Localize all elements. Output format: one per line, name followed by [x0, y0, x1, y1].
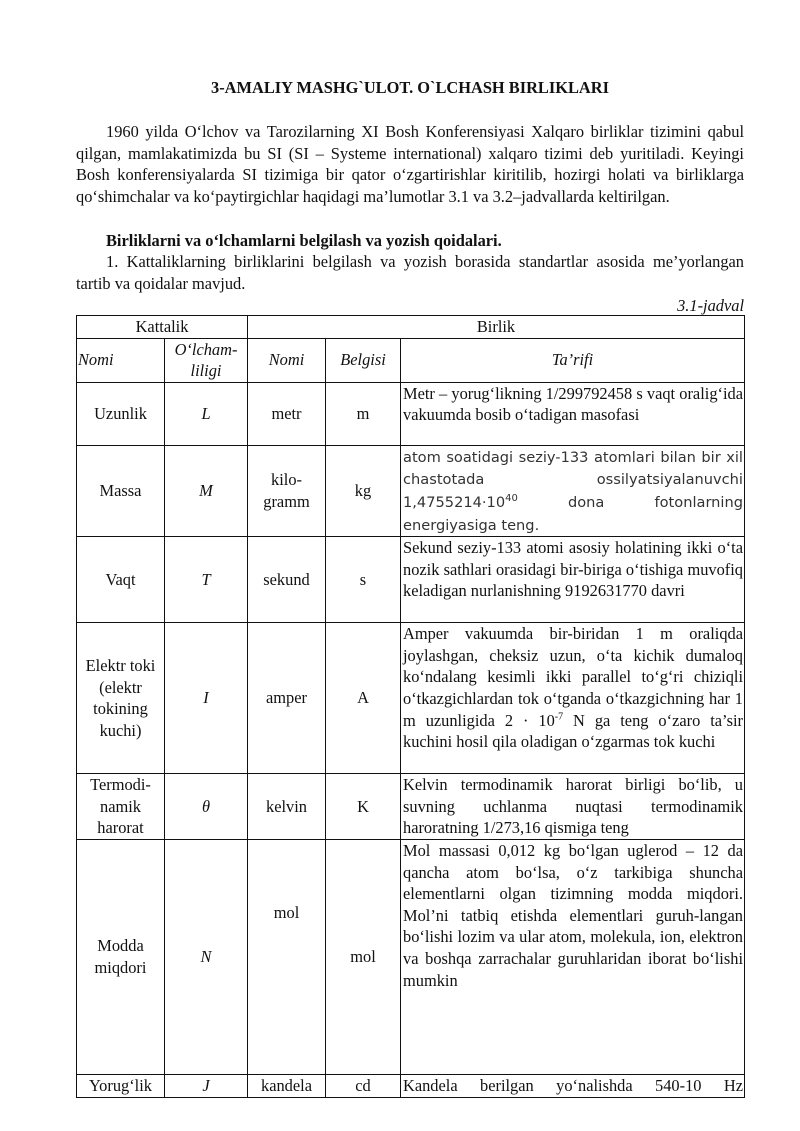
quantity-name: Termodi-namik harorat: [77, 774, 165, 840]
header-unit-symbol: Belgisi: [326, 338, 401, 382]
page-title: 3-AMALIY MASHG`ULOT. O`LCHASH BIRLIKLARI: [211, 78, 609, 97]
unit-symbol: A: [326, 623, 401, 774]
unit-definition: [401, 445, 745, 536]
unit-symbol: s: [326, 537, 401, 623]
quantity-name: Elektr toki (elektr tokining kuchi): [77, 623, 165, 774]
dimension-symbol: I: [165, 623, 248, 774]
header-unit: Birlik: [248, 316, 745, 339]
quantity-name: Modda miqdori: [77, 839, 165, 1074]
table-row: [77, 774, 745, 840]
definition-text: atom soatidagi seziy-133 atomlari bilan bir xil chastotada ossilyatsiyalanuvchi 1,4755214·10: [403, 448, 743, 511]
table-row: [77, 382, 745, 445]
rules-heading: Birliklarni va o‘lchamlarni belgilash va yozish qoidalari.: [106, 231, 502, 250]
header-quantity: Kattalik: [77, 316, 248, 339]
unit-name: mol: [248, 839, 326, 1074]
unit-definition: Metr – yorug‘likning 1/299792458 s vaqt oralig‘ida vakuumda bosib o‘tadigan masofasi: [401, 382, 745, 445]
column-header-row: [77, 338, 745, 382]
unit-name: kilo-gramm: [248, 445, 326, 536]
header-unit-definition: Ta’rifi: [401, 338, 745, 382]
unit-symbol: mol: [326, 839, 401, 1074]
dimension-symbol: N: [165, 839, 248, 1074]
unit-definition: Mol massasi 0,012 kg bo‘lgan uglerod – 12 da qancha atom bo‘lsa, o‘z tarkibiga shuncha elementlarni olgan tizimning modda miqdori. Mol’ni tatbiq etishda elementlari guruh-langan bo‘lishi lozim va ular atom, molekula, ion, elektron va boshqa zarrachalar guruhlaridan iborat bo‘lishi mumkin: [401, 839, 745, 1074]
definition-text: Amper vakuumda bir-biridan 1 m oraliqda joylashgan, cheksiz uzun, o‘ta kichik dumaloq ko‘ndalang kesimli ikki parallel to‘g‘ri chiziqli o‘tkazgichlardan tok o‘tganda o‘tkazgichning har 1 m uzunligida 2 · 10: [403, 624, 743, 730]
table-row: [77, 1074, 745, 1097]
quantity-name: Uzunlik: [77, 382, 165, 445]
group-header-row: [77, 316, 745, 339]
unit-definition: Sekund seziy-133 atomi asosiy holatining ikki o‘ta nozik sathlari orasidagi bir-biriga o‘tishiga muvofiq keladigan nurlanishning 9192631770 davri: [401, 537, 745, 623]
intro-paragraph: 1960 yilda O‘lchov va Tarozilarning XI Bosh Konferensiyasi Xalqaro birliklar tizimini qabul qilgan, mamlakatimizda bu SI (SI – Systeme international) xalqaro tizimi deb yuritiladi. Keyingi Bosh konferensiyalarda SI tizimiga bir qator o‘zgartirishlar kiritilib, hozirgi holati va birliklarga qo‘shimchalar va ko‘paytirgichlar haqidagi ma’lumotlar 3.1 va 3.2–jadvallarda keltirilgan.: [76, 122, 744, 206]
definition-exponent: 40: [505, 493, 518, 505]
header-dimension: O‘lcham-liligi: [165, 338, 248, 382]
quantity-name: Yorug‘lik: [77, 1074, 165, 1097]
table-reference: 3.1-jadval: [677, 296, 744, 315]
unit-name: metr: [248, 382, 326, 445]
header-quantity-name: Nomi: [77, 338, 165, 382]
definition-text: dona fotonlarning energiyasiga teng.: [403, 493, 743, 534]
dimension-symbol: L: [165, 382, 248, 445]
unit-symbol: kg: [326, 445, 401, 536]
rule-1-paragraph: 1. Kattaliklarning birliklarini belgilash va yozish borasida standartlar asosida me’yorlangan tartib va qoidalar mavjud.: [76, 252, 744, 293]
definition-exponent: -7: [554, 711, 564, 723]
dimension-symbol: M: [165, 445, 248, 536]
table-row: [77, 537, 745, 623]
unit-symbol: cd: [326, 1074, 401, 1097]
unit-name: sekund: [248, 537, 326, 623]
unit-name: kelvin: [248, 774, 326, 840]
quantity-name: Massa: [77, 445, 165, 536]
unit-name: kandela: [248, 1074, 326, 1097]
table-row: [77, 623, 745, 774]
unit-symbol: m: [326, 382, 401, 445]
table-row: [77, 445, 745, 536]
unit-definition: Kelvin termodinamik harorat birligi bo‘lib, u suvning uchlanma nuqtasi termodinamik haroratning 1/273,16 qismiga teng: [401, 774, 745, 840]
definition-text: N ga teng o‘zaro ta’sir kuchini hosil qila oladigan o‘zgarmas tok kuchi: [403, 710, 743, 752]
unit-name: amper: [248, 623, 326, 774]
si-units-table: [76, 315, 745, 1098]
dimension-symbol: J: [165, 1074, 248, 1097]
dimension-symbol: T: [165, 537, 248, 623]
header-unit-name: Nomi: [248, 338, 326, 382]
unit-definition: Kandela berilgan yo‘nalishda 540-10 Hz: [401, 1074, 745, 1097]
dimension-symbol: θ: [165, 774, 248, 840]
table-row: [77, 839, 745, 1074]
unit-symbol: K: [326, 774, 401, 840]
unit-definition: [401, 623, 745, 774]
quantity-name: Vaqt: [77, 537, 165, 623]
